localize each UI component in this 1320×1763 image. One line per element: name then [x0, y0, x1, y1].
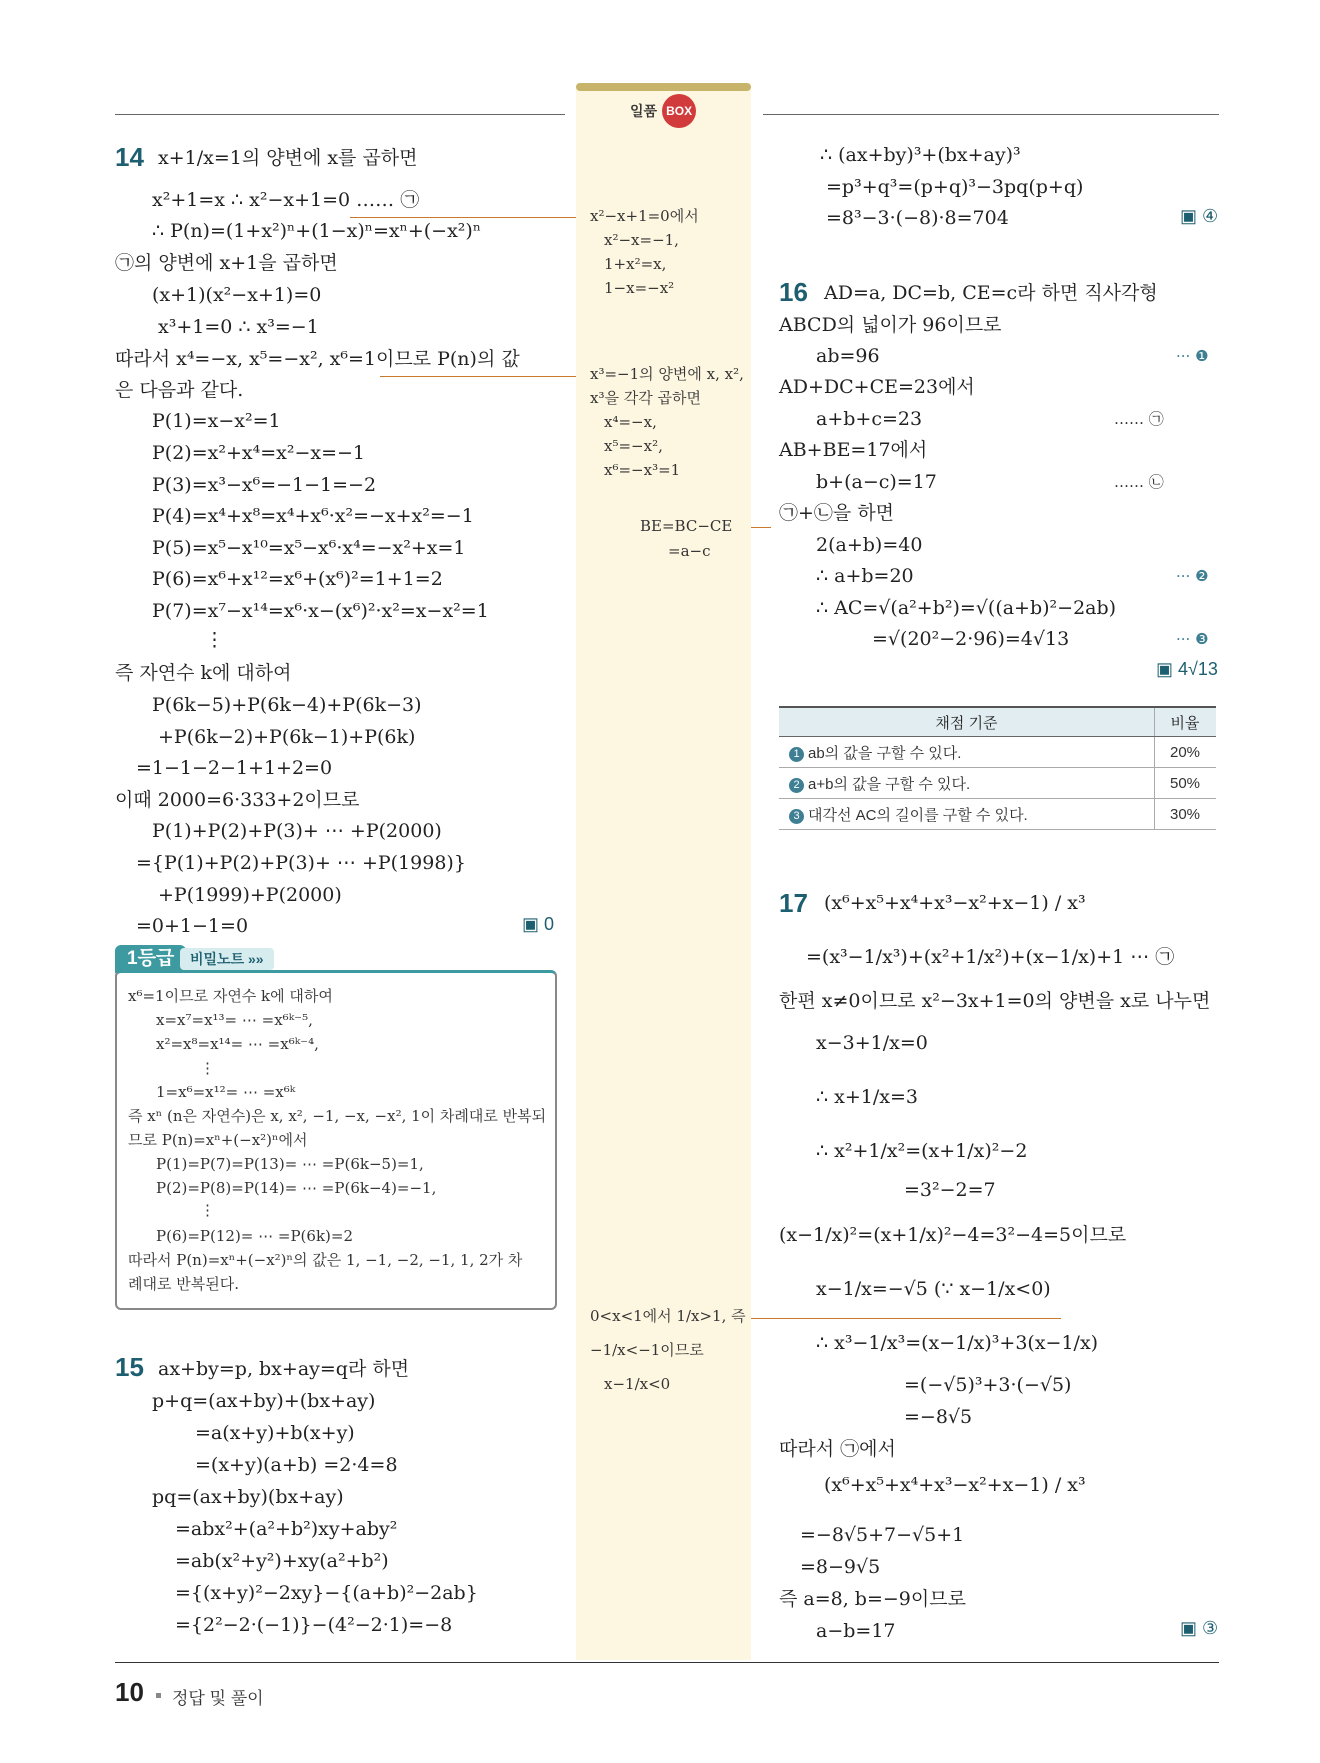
p17-line: a−b=17 [816, 1620, 896, 1642]
p15-cont-line: =p³+q³=(p+q)³−3pq(p+q) [826, 176, 1084, 198]
p14-line: (x+1)(x²−x+1)=0 [152, 284, 322, 306]
p14-line: +P(1999)+P(2000) [158, 884, 342, 906]
p14-line: P(1)=x−x²=1 [152, 410, 281, 432]
p17-answer-value: ③ [1202, 1618, 1219, 1638]
box-label-group [630, 94, 696, 122]
ilpum-box-sidebar [576, 87, 751, 1660]
p14-line: P(7)=x⁷−x¹⁴=x⁶·x−(x⁶)²·x²=x−x²=1 [152, 600, 489, 622]
p14-line: 은 다음과 같다. [115, 379, 244, 401]
sidebar-note: 1−x=−x² [604, 279, 675, 297]
sidebar-note: x⁵=−x², [604, 437, 663, 455]
p16-line: =√(20²−2·96)=4√13 [872, 628, 1070, 650]
grading-table [779, 706, 1216, 830]
p17-line: 즉 a=8, b=−9이므로 [779, 1588, 966, 1610]
p16-mark: ··· ❷ [1176, 567, 1209, 585]
p14-line: ={P(1)+P(2)+P(3)+ ⋯ +P(1998)} [136, 852, 466, 874]
sidebar-note: x²−x+1=0에서 [590, 207, 699, 225]
note-line: P(2)=P(8)=P(14)= ⋯ =P(6k−4)=−1, [156, 1179, 437, 1197]
p16-line: b+(a−c)=17 [816, 471, 937, 493]
p14-line: P(1)+P(2)+P(3)+ ⋯ +P(2000) [152, 820, 442, 842]
p14-line: ∴ P(n)=(1+x²)ⁿ+(1−x)ⁿ=xⁿ+(−x²)ⁿ [152, 220, 482, 242]
box-label: 일품 [630, 103, 658, 119]
page-number: 10 [115, 1677, 144, 1707]
note-tab: 1등급 [115, 945, 186, 973]
sidebar-note: =a−c [668, 542, 711, 560]
p17-line: ∴ x³−1/x³=(x−1/x)³+3(x−1/x) [816, 1332, 1099, 1354]
p15-answer-value: ④ [1202, 206, 1219, 226]
p14-line: x²+1=x ∴ x²−x+1=0 …… ㉠ [152, 189, 420, 211]
p17-line: =−8√5+7−√5+1 [800, 1524, 965, 1546]
sidebar-note: x⁶=−x³=1 [604, 461, 681, 479]
p16-mark: ··· ❸ [1176, 630, 1209, 648]
grading-criterion [779, 768, 1155, 799]
sidebar-note: x²−x=−1, [604, 231, 679, 249]
grading-row [779, 799, 1216, 830]
box-badge: BOX [662, 94, 696, 128]
p16-line: ㉠+㉡을 하면 [779, 502, 895, 524]
connector-3 [751, 527, 771, 528]
p15-line: ={2²−2·(−1)}−(4²−2·1)=−8 [175, 1614, 453, 1636]
note-line: x²=x⁸=x¹⁴= ⋯ =x⁶ᵏ⁻⁴, [156, 1035, 319, 1053]
sidebar-note: −1/x<−1이므로 [590, 1341, 704, 1359]
p15-line: =(x+y)(a+b) =2·4=8 [195, 1454, 398, 1476]
p14-line: 즉 자연수 k에 대하여 [115, 662, 292, 684]
p14-line: ⋮ [205, 629, 224, 651]
p17-line: (x⁶+x⁵+x⁴+x³−x²+x−1) / x³ [824, 892, 1086, 914]
p14-line: P(6k−5)+P(6k−4)+P(6k−3) [152, 694, 422, 716]
top-rule-right [763, 114, 1219, 115]
p16-line: ∴ AC=√(a²+b²)=√((a+b)²−2ab) [816, 597, 1117, 619]
grading-ratio: 20% [1155, 737, 1217, 768]
p17-line: 한편 x≠0이므로 x²−3x+1=0의 양변을 x로 나누면 [779, 990, 1211, 1012]
p15-line: =a(x+y)+b(x+y) [195, 1422, 355, 1444]
grading-criterion [779, 737, 1155, 768]
p14-line: P(2)=x²+x⁴=x²−x=−1 [152, 442, 366, 464]
step-badge: 3 [789, 809, 804, 824]
problem-14-number: 14 [115, 142, 144, 172]
note-line: 므로 P(n)=xⁿ+(−x²)ⁿ에서 [128, 1131, 308, 1149]
sidebar-note: x−1/x<0 [604, 1375, 671, 1393]
p16-answer: ▣ 4√13 [1156, 659, 1218, 679]
p15-line: ={(x+y)²−2xy}−{(a+b)²−2ab} [175, 1582, 478, 1604]
note-line: P(1)=P(7)=P(13)= ⋯ =P(6k−5)=1, [156, 1155, 424, 1173]
p17-line: 따라서 ㉠에서 [779, 1438, 896, 1460]
step-badge: 2 [789, 778, 804, 793]
p14-line: P(4)=x⁴+x⁸=x⁴+x⁶·x²=−x+x²=−1 [152, 505, 474, 527]
p14-line: P(3)=x³−x⁶=−1−1=−2 [152, 474, 377, 496]
p17-line: (x⁶+x⁵+x⁴+x³−x²+x−1) / x³ [824, 1474, 1086, 1496]
p16-line: ∴ a+b=20 [816, 565, 914, 587]
note-line: x=x⁷=x¹³= ⋯ =x⁶ᵏ⁻⁵, [156, 1011, 313, 1029]
p17-line: x−1/x=−√5 (∵ x−1/x<0) [816, 1278, 1051, 1300]
p17-line: =(−√5)³+3·(−√5) [904, 1374, 1072, 1396]
footer-rule [115, 1662, 1219, 1663]
p16-line: 2(a+b)=40 [816, 534, 923, 556]
p15-cont-line: ∴ (ax+by)³+(bx+ay)³ [820, 144, 1021, 166]
grading-ratio: 50% [1155, 768, 1217, 799]
p17-line: x−3+1/x=0 [816, 1032, 928, 1054]
note-line: 례대로 반복된다. [128, 1275, 239, 1293]
p17-line: =8−9√5 [800, 1556, 881, 1578]
sidebar-note: 1+x²=x, [604, 255, 667, 273]
problem-17-number: 17 [779, 888, 808, 918]
note-line: x⁶=1이므로 자연수 k에 대하여 [128, 987, 333, 1005]
p17-line: ∴ x+1/x=3 [816, 1086, 918, 1108]
top-rule-left [115, 114, 565, 115]
grading-header-row [779, 707, 1216, 737]
footer-section: 정답 및 풀이 [172, 1689, 264, 1708]
grading-row [779, 737, 1216, 768]
note-line: ⋮ [200, 1201, 215, 1219]
p16-line: ABCD의 넓이가 96이므로 [779, 314, 1002, 336]
grading-ratio: 30% [1155, 799, 1217, 830]
criterion-text: a+b의 값을 구할 수 있다. [808, 775, 971, 793]
p14-answer-value: 0 [544, 914, 555, 934]
sidebar-note: x⁴=−x, [604, 413, 657, 431]
note-line: P(6)=P(12)= ⋯ =P(6k)=2 [156, 1227, 354, 1245]
connector-4 [751, 1318, 1061, 1319]
grading-header-ratio: 비율 [1155, 707, 1217, 737]
note-line: 따라서 P(n)=xⁿ+(−x²)ⁿ의 값은 1, −1, −2, −1, 1, 2가 차 [128, 1251, 523, 1269]
note-subtab: 비밀노트 »» [180, 948, 274, 970]
connector-2 [380, 376, 576, 377]
p15-line: =abx²+(a²+b²)xy+aby² [175, 1518, 398, 1540]
sidebar-note: x³=−1의 양변에 x, x², [590, 365, 744, 383]
problem-16-number: 16 [779, 277, 808, 307]
grading-criterion [779, 799, 1155, 830]
p17-answer: ▣ ③ [1180, 1618, 1219, 1638]
p17-line: =(x³−1/x³)+(x²+1/x²)+(x−1/x)+1 ⋯ ㉠ [806, 946, 1175, 968]
grading-row [779, 768, 1216, 799]
p16-answer-value: 4√13 [1178, 659, 1218, 679]
p17-line: ∴ x²+1/x²=(x+1/x)²−2 [816, 1140, 1028, 1162]
note-line: ⋮ [200, 1059, 215, 1077]
p17-line: (x−1/x)²=(x+1/x)²−4=3²−4=5이므로 [779, 1224, 1127, 1246]
p16-line: AD=a, DC=b, CE=c라 하면 직사각형 [824, 282, 1158, 304]
note-line: 즉 xⁿ (n은 자연수)은 x, x², −1, −x, −x², 1이 차례대로 반복되 [128, 1107, 547, 1125]
grading-header-criterion: 채점 기준 [779, 707, 1155, 737]
p14-line: ㉠의 양변에 x+1을 곱하면 [115, 252, 338, 274]
p15-line: pq=(ax+by)(bx+ay) [152, 1486, 344, 1508]
problem-15-number: 15 [115, 1352, 144, 1382]
p14-answer: ▣ 0 [522, 914, 555, 934]
p14-line: 따라서 x⁴=−x, x⁵=−x², x⁶=1이므로 P(n)의 값 [115, 348, 520, 370]
p16-line: a+b+c=23 [816, 408, 923, 430]
p16-mark: …… ㉠ [1114, 410, 1164, 428]
p14-line: 이때 2000=6·333+2이므로 [115, 789, 360, 811]
p16-line: AD+DC+CE=23에서 [779, 376, 975, 398]
p16-line: ab=96 [816, 345, 880, 367]
p14-line: P(6)=x⁶+x¹²=x⁶+(x⁶)²=1+1=2 [152, 568, 443, 590]
p14-line: x+1/x=1의 양변에 x를 곱하면 [158, 147, 418, 169]
p14-line: =1−1−2−1+1+2=0 [136, 757, 333, 779]
step-badge: 1 [789, 747, 804, 762]
p16-line: AB+BE=17에서 [779, 439, 928, 461]
p14-line: x³+1=0 ∴ x³=−1 [158, 316, 319, 338]
sidebar-note: x³을 각각 곱하면 [590, 389, 701, 407]
sidebar-note: 0<x<1에서 1/x>1, 즉 [590, 1307, 746, 1325]
criterion-text: ab의 값을 구할 수 있다. [808, 744, 962, 762]
p15-line: ax+by=p, bx+ay=q라 하면 [158, 1358, 410, 1380]
note-line: 1=x⁶=x¹²= ⋯ =x⁶ᵏ [156, 1083, 296, 1101]
p14-line: P(5)=x⁵−x¹⁰=x⁵−x⁶·x⁴=−x²+x=1 [152, 537, 466, 559]
p15-line: p+q=(ax+by)+(bx+ay) [152, 1390, 376, 1412]
criterion-text: 대각선 AC의 길이를 구할 수 있다. [808, 806, 1028, 824]
p17-line: =−8√5 [904, 1406, 973, 1428]
p14-line: +P(6k−2)+P(6k−1)+P(6k) [158, 726, 416, 748]
footer-divider-dot [156, 1693, 161, 1698]
p15-line: =ab(x²+y²)+xy(a²+b²) [175, 1550, 389, 1572]
p15-answer: ▣ ④ [1180, 206, 1219, 226]
p17-line: =3²−2=7 [904, 1179, 996, 1201]
p16-mark: ··· ❶ [1176, 347, 1209, 365]
p14-line: =0+1−1=0 [136, 915, 249, 937]
sidebar-note: BE=BC−CE [640, 517, 733, 535]
p15-cont-line: =8³−3·(−8)·8=704 [826, 207, 1009, 229]
p16-mark: …… ㉡ [1114, 473, 1164, 491]
sidebar-top-bar [576, 83, 751, 91]
